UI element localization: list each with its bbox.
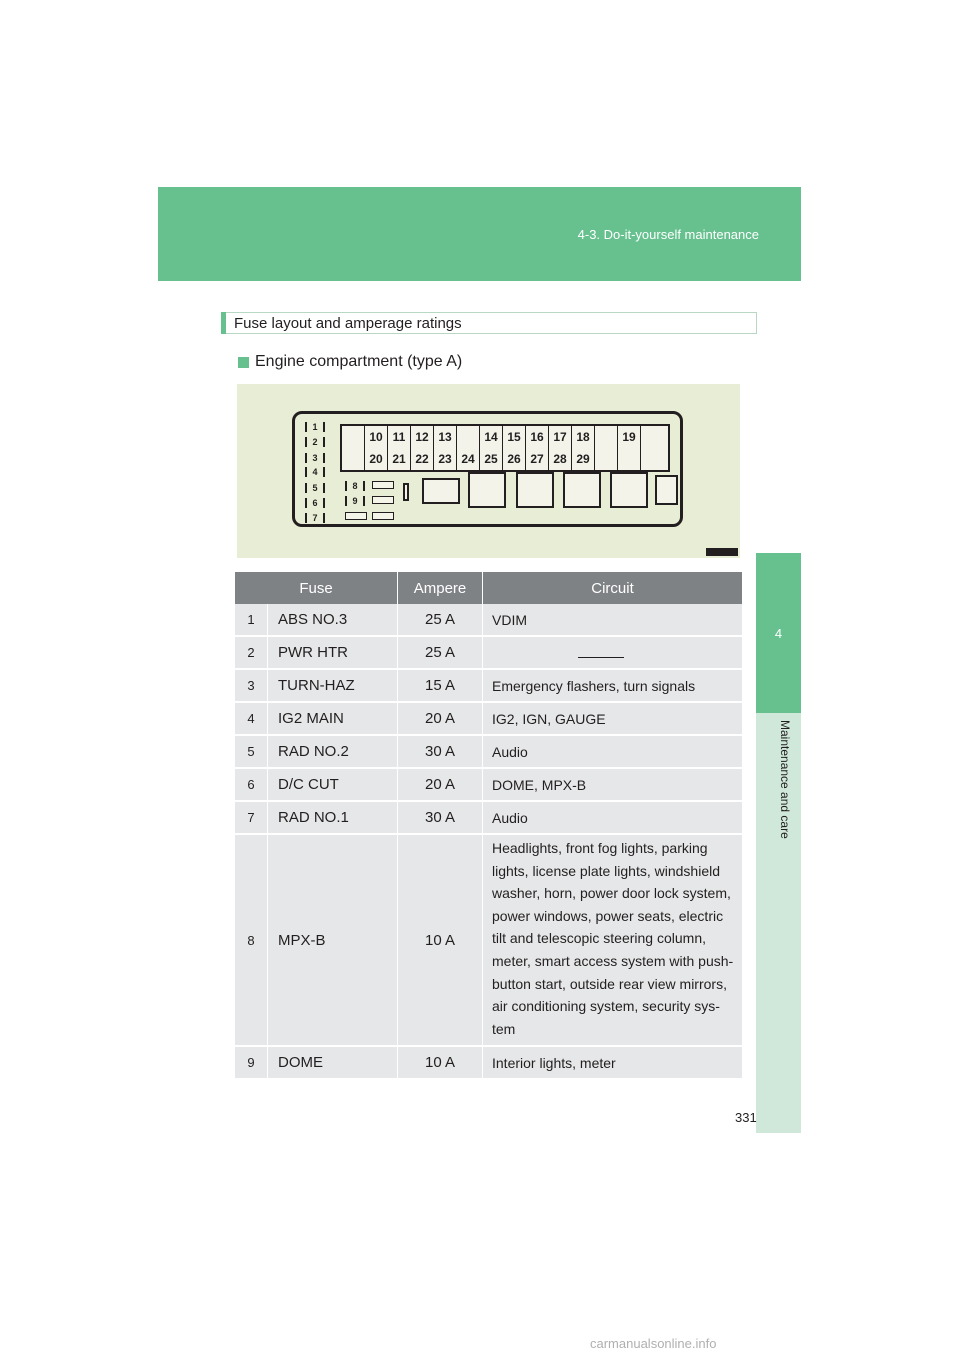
fuse-circuit: Audio [483,801,743,834]
empty-cell [457,426,480,448]
fuse-circuit: IG2, IGN, GAUGE [483,702,743,735]
fuse-name: D/C CUT [268,768,398,801]
subheading-text: Engine compartment (type A) [255,353,463,370]
fuse-number: 5 [235,735,268,768]
fuse-cell: 26 [503,448,526,470]
relay-block [468,472,506,508]
table-row [235,735,743,768]
relay-block [403,483,409,501]
fuse-name: TURN-HAZ [268,669,398,702]
fuse-cell: 27 [526,448,549,470]
spare-slot [372,512,394,520]
fuse-circuit: Emergency flashers, turn signals [483,669,743,702]
fuse-number: 6 [235,768,268,801]
fuse-ampere: 25 A [398,604,483,636]
table-row [235,834,743,1046]
fuse-box-figure [237,384,740,558]
fuse-number: 1 [235,604,268,636]
fuse-grid [340,424,670,472]
spare-slot [372,481,394,489]
table-row [235,801,743,834]
empty-cell [595,426,618,448]
fuse-name: RAD NO.2 [268,735,398,768]
fuse-circuit: Audio [483,735,743,768]
chapter-tab [756,553,801,713]
fuse-number: 3 [235,669,268,702]
fuse-circuit: VDIM [483,604,743,636]
fuse-circuit-none [483,636,743,669]
fuse-ampere: 30 A [398,735,483,768]
fuse-number: 7 [235,801,268,834]
relay-block [422,478,460,504]
spare-slot [345,512,367,520]
fuse-cell: 28 [549,448,572,470]
fuse-ampere: 20 A [398,768,483,801]
table-row [235,702,743,735]
relay-block [516,472,554,508]
fuse-cell: 21 [388,448,411,470]
dash-line [578,657,624,658]
table-row [235,604,743,636]
fuse-table [235,572,743,1080]
fuse-number: 8 [235,834,268,1046]
fuse-ampere: 10 A [398,834,483,1046]
mini-fuse: 9 [345,496,365,506]
watermark: carmanualsonline.info [590,1336,717,1351]
table-row [235,636,743,669]
fuse-name: ABS NO.3 [268,604,398,636]
fuse-cell: 24 [457,448,480,470]
spare-slot [372,496,394,504]
fuse-cell: 13 [434,426,457,448]
empty-cell [641,426,664,448]
relay-block [610,472,648,508]
chapter-number: 4 [774,625,783,641]
chapter-label: Maintenance and care [778,720,792,839]
fuse-ampere: 15 A [398,669,483,702]
fuse-cell: 23 [434,448,457,470]
relay-block [655,475,678,505]
page-number: 331 [735,1110,757,1125]
empty-cell [595,448,618,470]
fuse-cell: 14 [480,426,503,448]
fuse-cell: 19 [618,426,641,448]
column-header-fuse: Fuse [235,572,398,604]
fuse-number: 9 [235,1046,268,1079]
small-fuse: 2 [305,437,325,447]
fuse-cell: 17 [549,426,572,448]
small-fuse: 3 [305,453,325,463]
empty-cell [342,426,365,448]
fuse-cell: 12 [411,426,434,448]
fuse-cell: 22 [411,448,434,470]
fuse-name: MPX-B [268,834,398,1046]
table-row [235,768,743,801]
fuse-number: 4 [235,702,268,735]
fuse-cell: 20 [365,448,388,470]
small-fuse: 1 [305,422,325,432]
fuse-name: PWR HTR [268,636,398,669]
square-bullet-icon [238,357,249,368]
empty-cell [641,448,664,470]
fuse-box [292,411,683,527]
small-fuse: 7 [305,513,325,523]
heading-accent [221,312,226,334]
section-title: 4-3. Do-it-yourself maintenance [577,227,759,242]
fuse-cell: 16 [526,426,549,448]
fuse-name: RAD NO.1 [268,801,398,834]
small-fuse: 5 [305,483,325,493]
empty-cell [618,448,641,470]
mini-fuse: 8 [345,481,365,491]
figure-code-tag [706,548,738,556]
fuse-circuit: Interior lights, meter [483,1046,743,1079]
column-header-ampere: Ampere [398,572,483,604]
subheading [238,353,462,371]
fuse-cell: 18 [572,426,595,448]
fuse-cell: 10 [365,426,388,448]
column-header-circuit: Circuit [483,572,743,604]
fuse-circuit: Headlights, front fog lights, parking lights, license plate lights, windshield washer, horn, power door lock system, power windows, power seats, electric tilt and telescopic steering column, meter, smart access system with push-button start, outside rear view mirrors, air conditioning system, security sys-tem [483,834,743,1046]
relay-block [563,472,601,508]
fuse-cell: 15 [503,426,526,448]
section-heading [221,312,757,334]
heading-text: Fuse layout and amperage ratings [234,315,462,332]
table-header-row [235,572,743,604]
fuse-cell: 25 [480,448,503,470]
fuse-cell: 29 [572,448,595,470]
fuse-name: IG2 MAIN [268,702,398,735]
fuse-ampere: 30 A [398,801,483,834]
fuse-ampere: 10 A [398,1046,483,1079]
table-row [235,1046,743,1079]
fuse-ampere: 25 A [398,636,483,669]
table-row [235,669,743,702]
fuse-number: 2 [235,636,268,669]
fuse-ampere: 20 A [398,702,483,735]
fuse-cell: 11 [388,426,411,448]
small-fuse: 6 [305,498,325,508]
header-band [158,187,801,281]
fuse-name: DOME [268,1046,398,1079]
fuse-circuit: DOME, MPX-B [483,768,743,801]
empty-cell [342,448,365,470]
small-fuse: 4 [305,467,325,477]
